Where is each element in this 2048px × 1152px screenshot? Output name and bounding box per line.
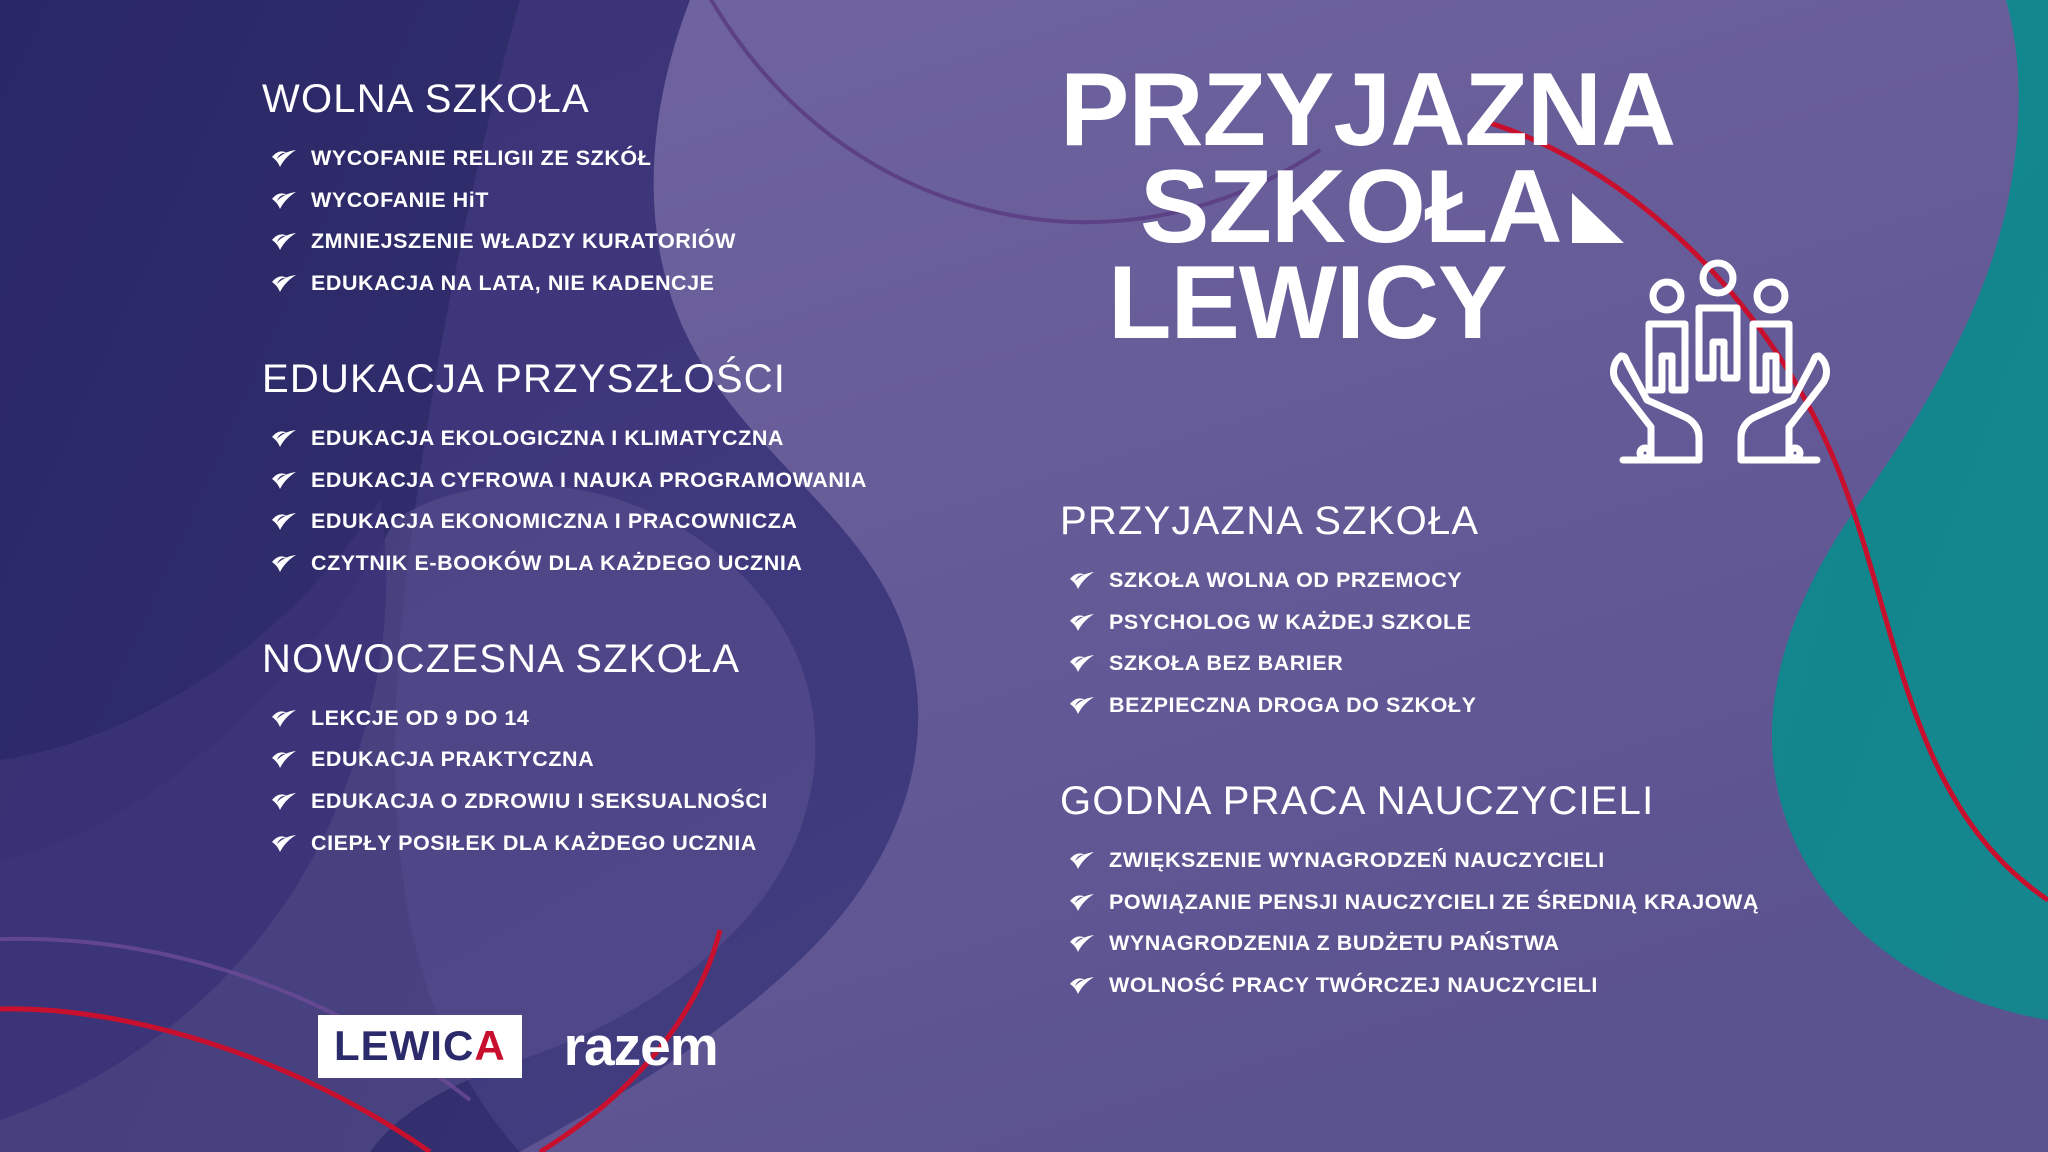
lewica-logo-text: LEWIC — [334, 1022, 475, 1069]
list-item — [262, 188, 962, 213]
list-item — [1060, 568, 1930, 593]
check-mark-icon — [1069, 892, 1095, 912]
section-wolna-szkola — [262, 78, 962, 296]
right-sections-column — [1060, 500, 1930, 998]
check-mark-icon — [271, 791, 297, 811]
list-item-label: WYCOFANIE RELIGII ZE SZKÓŁ — [311, 146, 652, 170]
logo-group — [318, 1015, 718, 1078]
check-mark-icon — [271, 148, 297, 168]
check-mark-icon — [271, 708, 297, 728]
section-edukacja-przyszlosci — [262, 358, 962, 576]
headline-line-2 — [1140, 148, 1675, 265]
list-item — [1060, 610, 1930, 635]
list-item — [262, 468, 962, 493]
list-item-label: WOLNOŚĆ PRACY TWÓRCZEJ NAUCZYCIELI — [1109, 973, 1598, 998]
check-mark-icon — [271, 553, 297, 573]
check-mark-icon — [271, 231, 297, 251]
check-mark-icon — [1069, 933, 1095, 953]
list-item-label: EDUKACJA PRAKTYCZNA — [311, 747, 595, 772]
check-mark-icon — [271, 833, 297, 853]
list-item-label: BEZPIECZNA DROGA DO SZKOŁY — [1109, 693, 1477, 718]
list-item-label: EDUKACJA O ZDROWIU I SEKSUALNOŚCI — [311, 789, 768, 814]
check-mark-icon — [271, 749, 297, 769]
list-item — [262, 789, 962, 814]
list-item — [262, 831, 962, 856]
check-mark-icon — [1069, 570, 1095, 590]
poster-headline — [1060, 52, 1676, 362]
list-item — [1060, 973, 1930, 998]
list-item — [262, 747, 962, 772]
headline-line-2-text: SZKOŁA — [1140, 148, 1562, 265]
list-item-label: EDUKACJA EKONOMICZNA I PRACOWNICZA — [311, 509, 798, 534]
check-mark-icon — [1069, 612, 1095, 632]
section-nowoczesna-szkola — [262, 638, 962, 856]
list-item — [262, 706, 962, 731]
list-item-label: EDUKACJA CYFROWA I NAUKA PROGRAMOWANIA — [311, 467, 868, 492]
check-mark-icon — [271, 470, 297, 490]
list-item-label: CZYTNIK E-BOOKÓW DLA KAŻDEGO UCZNIA — [311, 551, 803, 576]
section-title: EDUKACJA PRZYSZŁOŚCI — [262, 356, 787, 401]
list-item-label: PSYCHOLOG W KAŻDEJ SZKOLE — [1109, 609, 1472, 634]
check-mark-icon — [271, 511, 297, 531]
check-mark-icon — [1069, 850, 1095, 870]
lewica-logo-accent: A — [474, 1022, 506, 1069]
list-item — [1060, 931, 1930, 956]
section-title: NOWOCZESNA SZKOŁA — [262, 636, 741, 681]
list-item — [1060, 651, 1930, 676]
bullet-list — [262, 146, 962, 296]
check-mark-icon — [1069, 653, 1095, 673]
headline-line-1: PRZYJAZNA — [1060, 52, 1676, 168]
list-item — [262, 271, 962, 296]
bullet-list — [1060, 568, 1930, 718]
list-item-label: EDUKACJA NA LATA, NIE KADENCJE — [311, 271, 715, 296]
bullet-list — [1060, 848, 1930, 998]
check-mark-icon — [271, 428, 297, 448]
list-item — [1060, 848, 1930, 873]
list-item-label: LEKCJE OD 9 DO 14 — [311, 705, 530, 730]
section-przyjazna-szkola — [1060, 500, 1930, 718]
wedge-triangle-icon — [1572, 193, 1624, 243]
list-item — [262, 551, 962, 576]
list-item — [262, 509, 962, 534]
list-item-label: EDUKACJA EKOLOGICZNA I KLIMATYCZNA — [311, 425, 784, 450]
list-item-label: WYNAGRODZENIA Z BUDŻETU PAŃSTWA — [1109, 931, 1560, 956]
list-item-label: ZWIĘKSZENIE WYNAGRODZEŃ NAUCZYCIELI — [1109, 847, 1605, 872]
section-title: GODNA PRACA NAUCZYCIELI — [1060, 778, 1655, 823]
list-item-label: POWIĄZANIE PENSJI NAUCZYCIELI ZE ŚREDNIĄ KRAJOWĄ — [1109, 889, 1759, 914]
list-item-label: CIEPŁY POSIŁEK DLA KAŻDEGO UCZNIA — [311, 830, 757, 855]
list-item-label: SZKOŁA WOLNA OD PRZEMOCY — [1109, 568, 1463, 592]
list-item-label: ZMNIEJSZENIE WŁADZY KURATORIÓW — [311, 229, 736, 254]
section-title: WOLNA SZKOŁA — [262, 77, 590, 121]
headline-line-3: LEWICY — [1108, 245, 1507, 362]
list-item — [262, 146, 962, 171]
list-item-label: SZKOŁA BEZ BARIER — [1109, 651, 1344, 676]
lewica-logo — [318, 1015, 522, 1078]
check-mark-icon — [1069, 975, 1095, 995]
hands-holding-people-icon — [1605, 248, 1835, 493]
list-item — [262, 229, 962, 254]
bullet-list — [262, 426, 962, 576]
check-mark-icon — [1069, 695, 1095, 715]
section-title: PRZYJAZNA SZKOŁA — [1060, 499, 1480, 543]
list-item — [1060, 890, 1930, 915]
section-godna-praca-nauczycieli — [1060, 780, 1930, 998]
razem-logo: razem — [563, 1015, 718, 1077]
check-mark-icon — [271, 273, 297, 293]
list-item-label: WYCOFANIE HiT — [311, 187, 489, 212]
bullet-list — [262, 706, 962, 856]
list-item — [1060, 693, 1930, 718]
check-mark-icon — [271, 190, 297, 210]
left-sections-column — [262, 78, 962, 856]
list-item — [262, 426, 962, 451]
